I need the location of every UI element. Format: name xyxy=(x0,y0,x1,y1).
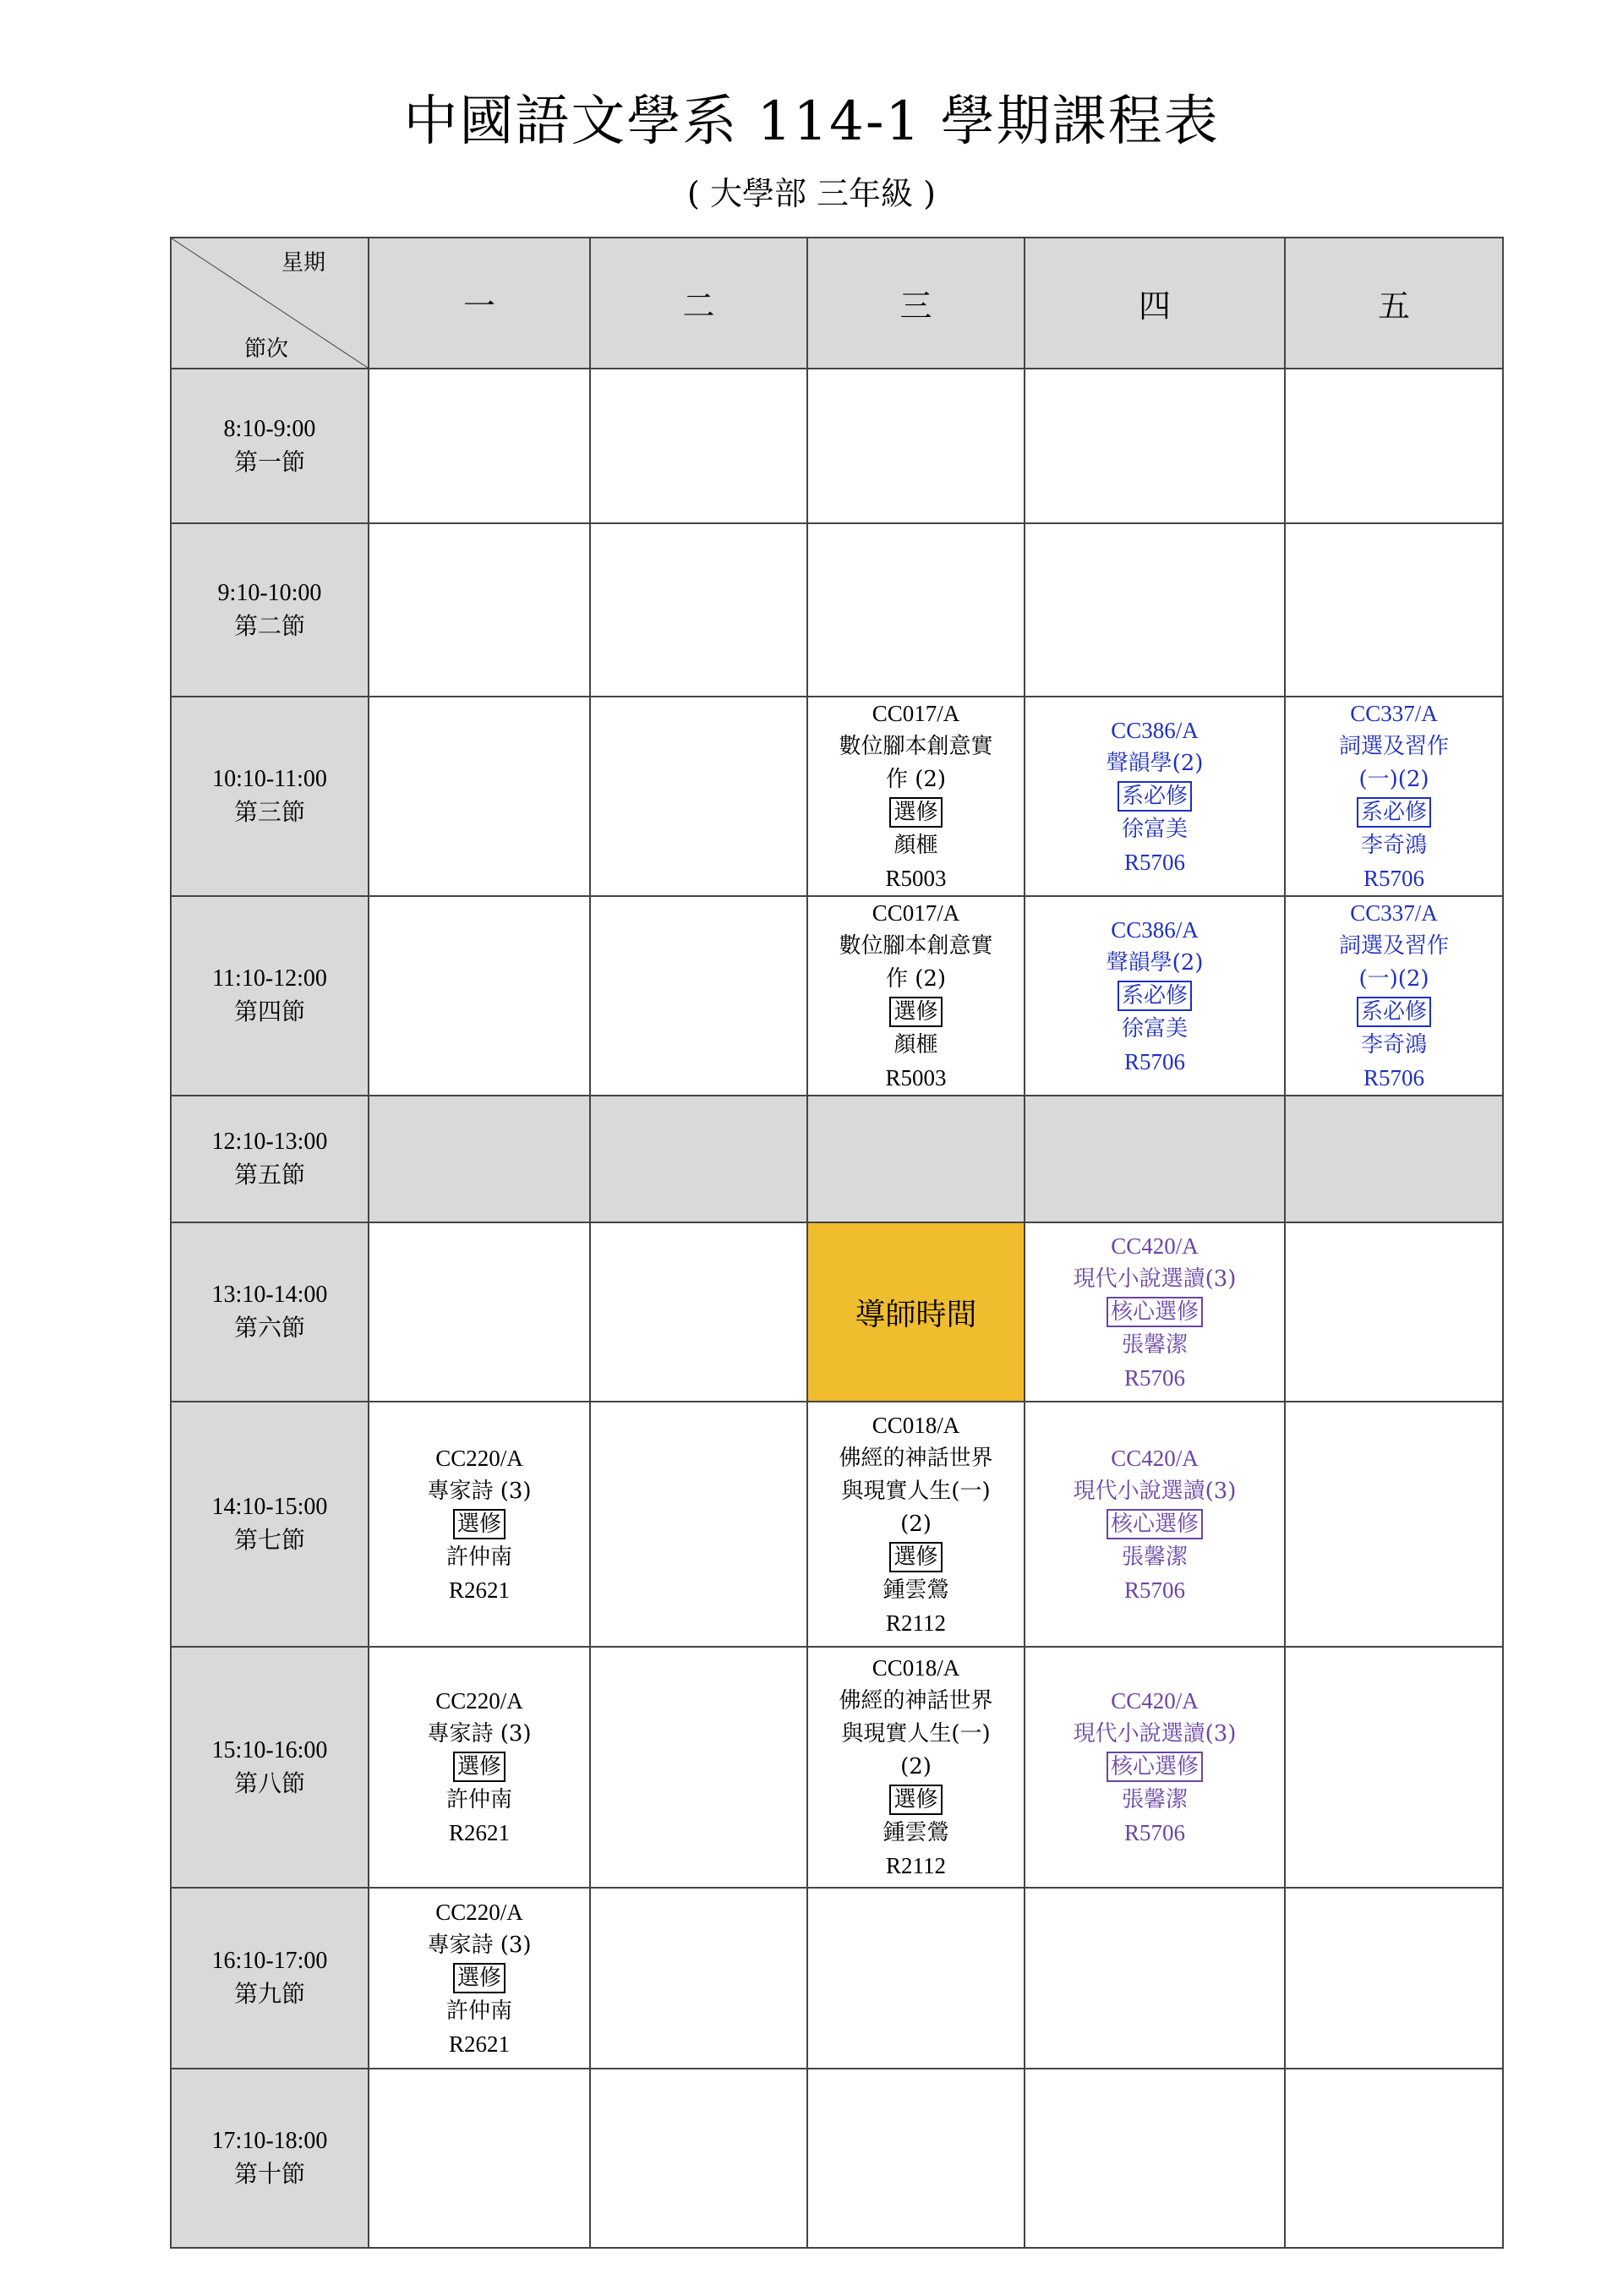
empty-cell xyxy=(807,369,1025,523)
course-teacher: 顏榧 xyxy=(893,833,938,858)
empty-cell xyxy=(590,1402,807,1647)
course-type-badge: 核心選修 xyxy=(1107,1752,1203,1782)
period-time: 8:10-9:00 xyxy=(223,415,316,442)
course-type-badge: 選修 xyxy=(453,1752,505,1782)
course-cell xyxy=(1025,1222,1285,1402)
course-name: 作 (2) xyxy=(885,767,947,792)
course-teacher: 顏榧 xyxy=(893,1032,938,1058)
header-row xyxy=(171,238,1503,369)
course-type-badge: 選修 xyxy=(889,997,942,1027)
day-header-tue: 二 xyxy=(590,238,807,369)
period-label xyxy=(171,1402,369,1647)
course-name: 詞選及習作 xyxy=(1338,734,1449,759)
period-time: 17:10-18:00 xyxy=(211,2128,328,2154)
period-label xyxy=(171,697,369,896)
period-time: 13:10-14:00 xyxy=(211,1282,328,1308)
course-room: R5706 xyxy=(1123,1048,1185,1074)
course-code: CC018/A xyxy=(872,1412,960,1438)
course-type-badge: 選修 xyxy=(453,1963,505,1993)
course-code: CC018/A xyxy=(872,1655,960,1681)
course-teacher: 徐富美 xyxy=(1121,816,1188,842)
course-type-badge: 系必修 xyxy=(1118,981,1192,1011)
empty-cell xyxy=(369,697,590,896)
empty-cell xyxy=(369,2069,590,2248)
empty-cell xyxy=(1285,2069,1503,2248)
empty-cell xyxy=(1285,1402,1503,1647)
period-time: 9:10-10:00 xyxy=(217,579,322,606)
corner-period-label: 節次 xyxy=(244,336,289,362)
course-type-badge: 系必修 xyxy=(1118,781,1192,812)
course-name: 現代小說選讀(3) xyxy=(1073,1266,1237,1292)
course-name: 佛經的神話世界 xyxy=(839,1688,993,1714)
period-row xyxy=(171,369,1503,523)
course-code: CC017/A xyxy=(872,900,960,926)
course-cell xyxy=(1285,697,1503,896)
course-type-badge: 核心選修 xyxy=(1107,1509,1203,1539)
page-subtitle: ( 大學部 三年級 ) xyxy=(687,175,936,212)
period-name: 第八節 xyxy=(233,1770,305,1797)
course-code: CC386/A xyxy=(1111,916,1199,943)
empty-cell xyxy=(590,1888,807,2069)
empty-cell xyxy=(590,1096,807,1222)
course-name: 聲韻學(2) xyxy=(1106,949,1204,976)
course-cell xyxy=(807,697,1025,896)
course-name: 與現實人生(一) xyxy=(841,1721,991,1747)
course-name: (2) xyxy=(900,1754,932,1779)
empty-cell xyxy=(807,1888,1025,2069)
empty-cell xyxy=(590,1647,807,1888)
empty-cell xyxy=(1285,1647,1503,1888)
period-label xyxy=(171,2069,369,2248)
course-code: CC420/A xyxy=(1111,1688,1199,1714)
empty-cell xyxy=(1025,1888,1285,2069)
empty-cell xyxy=(1285,1222,1503,1402)
course-type-badge: 選修 xyxy=(889,1785,942,1815)
period-label xyxy=(171,1222,369,1402)
empty-cell xyxy=(369,896,590,1096)
period-name: 第三節 xyxy=(233,800,305,826)
page-title: 中國語文學系 114-1 學期課程表 xyxy=(403,90,1220,153)
course-teacher: 李奇鴻 xyxy=(1360,833,1427,858)
period-name: 第七節 xyxy=(233,1528,305,1554)
day-header-fri: 五 xyxy=(1285,238,1503,369)
empty-cell xyxy=(807,1096,1025,1222)
course-type-badge: 系必修 xyxy=(1357,797,1431,828)
course-name: 聲韻學(2) xyxy=(1106,750,1204,776)
course-type-badge: 選修 xyxy=(889,1542,942,1572)
period-label xyxy=(171,1888,369,2069)
course-type-badge: 核心選修 xyxy=(1107,1297,1203,1327)
course-teacher: 張馨潔 xyxy=(1121,1331,1188,1358)
course-code: CC337/A xyxy=(1350,900,1438,926)
period-name: 第四節 xyxy=(233,999,305,1025)
empty-cell xyxy=(1025,2069,1285,2248)
course-type-badge: 選修 xyxy=(453,1509,505,1539)
course-code: CC017/A xyxy=(872,701,960,726)
period-row xyxy=(171,896,1503,1096)
period-time: 12:10-13:00 xyxy=(211,1129,328,1155)
course-cell xyxy=(807,896,1025,1096)
day-header-mon: 一 xyxy=(369,238,590,369)
period-label xyxy=(171,1647,369,1888)
period-row xyxy=(171,2069,1503,2248)
course-teacher: 許仲南 xyxy=(445,1787,512,1812)
period-name: 第一節 xyxy=(233,449,305,476)
period-name: 第二節 xyxy=(233,613,305,640)
empty-cell xyxy=(590,2069,807,2248)
course-teacher: 鍾雲鶯 xyxy=(883,1577,949,1603)
course-room: R5706 xyxy=(1123,1364,1185,1391)
course-room: R5706 xyxy=(1123,1577,1185,1603)
course-type-badge: 系必修 xyxy=(1357,997,1431,1027)
period-row xyxy=(171,1222,1503,1402)
empty-cell xyxy=(807,2069,1025,2248)
course-teacher: 許仲南 xyxy=(445,1544,512,1570)
empty-cell xyxy=(369,1222,590,1402)
period-time: 16:10-17:00 xyxy=(211,1948,328,1974)
empty-cell xyxy=(1285,369,1503,523)
course-room: R2621 xyxy=(448,1820,510,1845)
course-room: R2621 xyxy=(448,2031,510,2057)
course-name: (一)(2) xyxy=(1358,966,1429,992)
course-name: 作 (2) xyxy=(885,966,947,992)
empty-cell xyxy=(590,1222,807,1402)
course-room: R2112 xyxy=(885,1610,946,1636)
empty-cell xyxy=(1025,1096,1285,1222)
corner-weekday-label: 星期 xyxy=(281,250,325,276)
course-name: 現代小說選讀(3) xyxy=(1073,1721,1237,1747)
course-room: R5706 xyxy=(1363,866,1424,891)
period-row xyxy=(171,1888,1503,2069)
empty-cell xyxy=(590,896,807,1096)
course-code: CC220/A xyxy=(435,1445,523,1471)
course-code: CC386/A xyxy=(1111,717,1199,743)
empty-cell xyxy=(1025,369,1285,523)
period-label xyxy=(171,896,369,1096)
course-room: R2112 xyxy=(885,1853,946,1878)
empty-cell xyxy=(369,369,590,523)
period-row xyxy=(171,1402,1503,1647)
course-room: R5003 xyxy=(885,866,947,891)
period-name: 第十節 xyxy=(233,2162,305,2188)
course-teacher: 鍾雲鶯 xyxy=(883,1820,949,1845)
course-name: 佛經的神話世界 xyxy=(839,1445,993,1471)
course-teacher: 徐富美 xyxy=(1121,1015,1188,1041)
period-name: 第五節 xyxy=(233,1162,305,1189)
course-cell xyxy=(1285,896,1503,1096)
period-name: 第九節 xyxy=(233,1982,305,2008)
course-name: 數位腳本創意實 xyxy=(839,933,993,959)
course-cell xyxy=(807,1647,1025,1888)
course-teacher: 張馨潔 xyxy=(1121,1544,1188,1570)
course-cell xyxy=(1025,896,1285,1096)
empty-cell xyxy=(369,523,590,697)
course-name: (2) xyxy=(900,1511,932,1537)
course-cell xyxy=(1025,1647,1285,1888)
course-name: 數位腳本創意實 xyxy=(839,734,993,759)
course-code: CC220/A xyxy=(435,1688,523,1714)
period-label xyxy=(171,1096,369,1222)
course-name: 專家詩 (3) xyxy=(427,1932,532,1958)
empty-cell xyxy=(369,1096,590,1222)
corner-cell xyxy=(171,238,369,369)
period-row xyxy=(171,697,1503,896)
course-room: R5706 xyxy=(1123,1820,1185,1845)
course-teacher: 張馨潔 xyxy=(1121,1787,1188,1812)
course-code: CC220/A xyxy=(435,1899,523,1925)
timetable xyxy=(170,237,1504,2249)
course-cell xyxy=(1025,697,1285,896)
day-header-thu: 四 xyxy=(1025,238,1285,369)
course-teacher: 許仲南 xyxy=(445,1998,512,2024)
course-name: 詞選及習作 xyxy=(1338,933,1449,959)
course-cell xyxy=(369,1647,590,1888)
course-teacher: 李奇鴻 xyxy=(1360,1032,1427,1058)
course-room: R2621 xyxy=(448,1577,510,1603)
course-name: 現代小說選讀(3) xyxy=(1073,1478,1237,1504)
course-room: R5003 xyxy=(885,1065,947,1091)
course-name: (一)(2) xyxy=(1358,767,1429,792)
course-cell xyxy=(807,1402,1025,1647)
period-label xyxy=(171,523,369,697)
period-row xyxy=(171,1647,1503,1888)
period-time: 14:10-15:00 xyxy=(211,1494,328,1520)
empty-cell xyxy=(1285,523,1503,697)
tutor-time-cell: 導師時間 xyxy=(807,1222,1025,1402)
course-room: R5706 xyxy=(1363,1065,1424,1091)
period-time: 11:10-12:00 xyxy=(212,965,327,992)
empty-cell xyxy=(807,523,1025,697)
course-cell xyxy=(1025,1402,1285,1647)
day-header-wed: 三 xyxy=(807,238,1025,369)
period-name: 第六節 xyxy=(233,1315,305,1342)
empty-cell xyxy=(1025,523,1285,697)
course-name: 與現實人生(一) xyxy=(841,1478,991,1504)
course-code: CC420/A xyxy=(1111,1445,1199,1471)
course-cell xyxy=(369,1888,590,2069)
course-name: 專家詩 (3) xyxy=(427,1721,532,1747)
empty-cell xyxy=(590,697,807,896)
empty-cell xyxy=(1285,1888,1503,2069)
course-code: CC420/A xyxy=(1111,1233,1199,1259)
course-type-badge: 選修 xyxy=(889,797,942,828)
period-row xyxy=(171,1096,1503,1222)
course-name: 專家詩 (3) xyxy=(427,1478,532,1504)
period-row xyxy=(171,523,1503,697)
period-label xyxy=(171,369,369,523)
course-room: R5706 xyxy=(1123,849,1185,875)
empty-cell xyxy=(590,369,807,523)
empty-cell xyxy=(590,523,807,697)
course-cell xyxy=(369,1402,590,1647)
course-code: CC337/A xyxy=(1350,701,1438,726)
period-time: 10:10-11:00 xyxy=(212,766,327,792)
period-time: 15:10-16:00 xyxy=(211,1736,328,1763)
empty-cell xyxy=(1285,1096,1503,1222)
